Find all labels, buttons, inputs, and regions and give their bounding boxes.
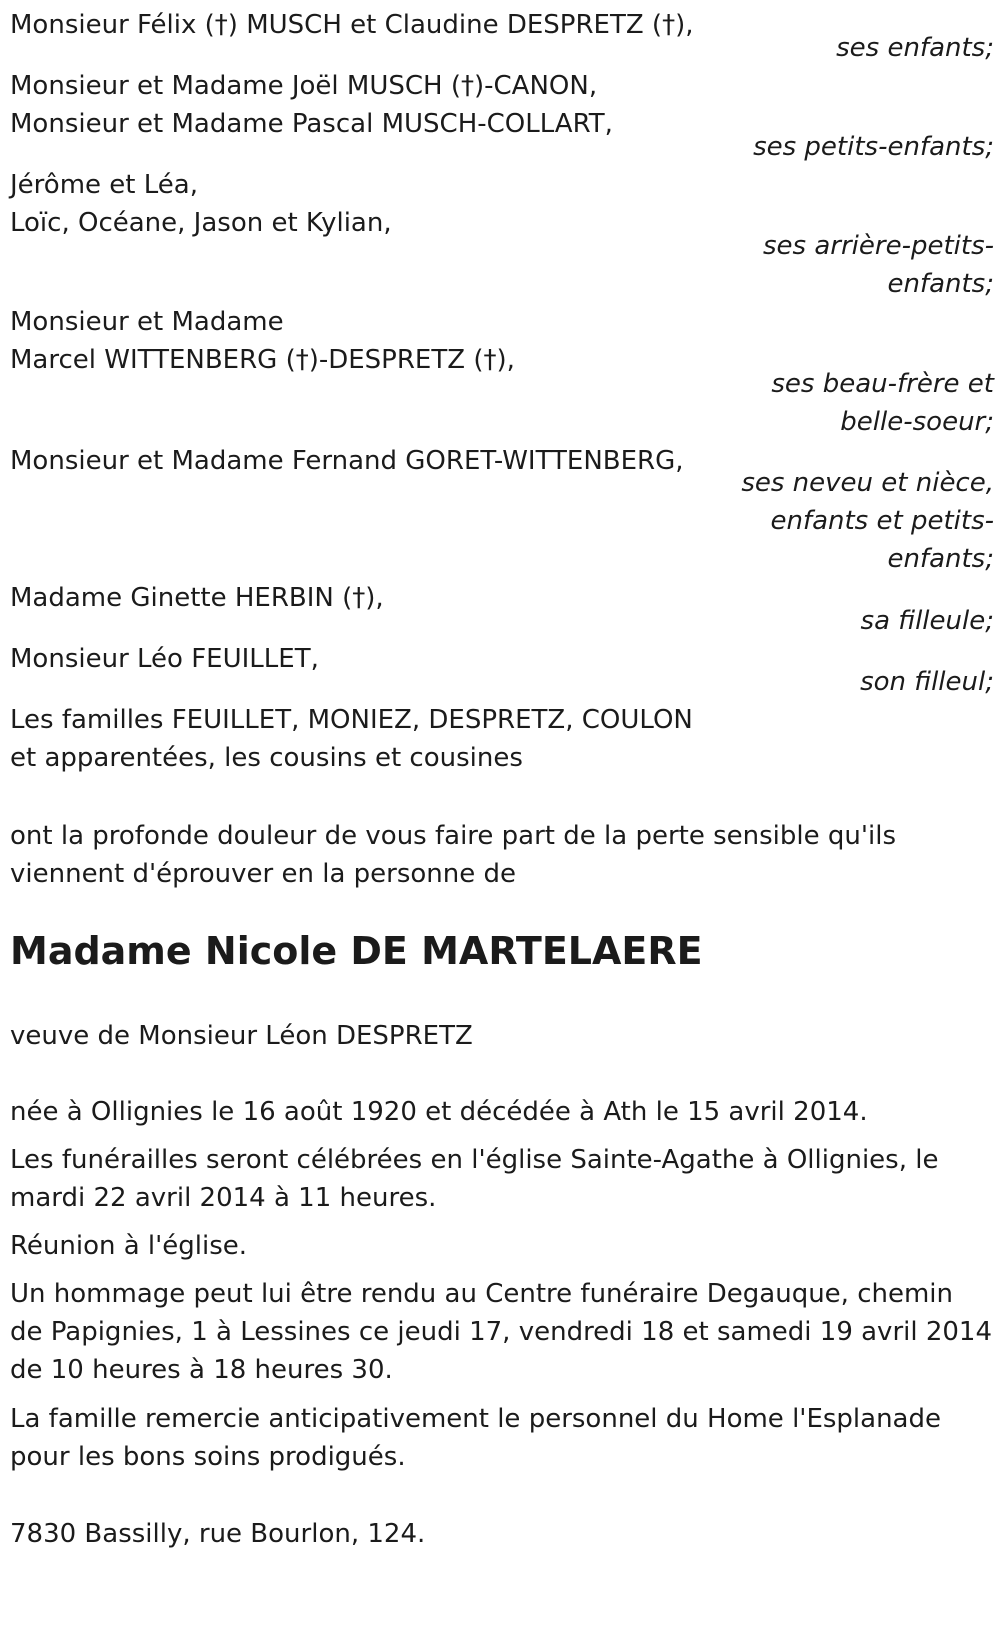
relation-label: ses petits-enfants;	[753, 132, 994, 162]
tribute-line: Un hommage peut lui être rendu au Centre funéraire Degauque, chemin	[10, 1279, 953, 1309]
thanks-line: La famille remercie anticipativement le personnel du Home l'Esplanade	[10, 1404, 941, 1434]
relation-label: son filleul;	[860, 667, 994, 697]
relation-label: ses beau-frère et	[771, 369, 994, 399]
funeral-line: mardi 22 avril 2014 à 11 heures.	[10, 1183, 437, 1213]
family-line: Monsieur et Madame Fernand GORET-WITTENBERG,	[10, 446, 684, 476]
relation-label: sa filleule;	[860, 606, 994, 636]
announcement-line: viennent d'éprouver en la personne de	[10, 859, 517, 889]
family-line: Jérôme et Léa,	[10, 170, 198, 200]
family-line: Monsieur Félix (†) MUSCH et Claudine DESPRETZ (†),	[10, 10, 694, 40]
tribute-line: de Papignies, 1 à Lessines ce jeudi 17, vendredi 18 et samedi 19 avril 2014	[10, 1317, 993, 1347]
family-line: Monsieur et Madame Pascal MUSCH-COLLART,	[10, 109, 613, 139]
relation-label: ses arrière-petits-	[763, 231, 994, 261]
family-line: Loïc, Océane, Jason et Kylian,	[10, 208, 392, 238]
family-line: Monsieur et Madame	[10, 307, 284, 337]
address: 7830 Bassilly, rue Bourlon, 124.	[10, 1519, 426, 1549]
tribute-line: de 10 heures à 18 heures 30.	[10, 1355, 393, 1385]
relation-label: enfants;	[887, 544, 994, 574]
meeting: Réunion à l'église.	[10, 1231, 248, 1261]
funeral-line: Les funérailles seront célébrées en l'église Sainte-Agathe à Ollignies, le	[10, 1145, 939, 1175]
thanks-line: pour les bons soins prodigués.	[10, 1442, 406, 1472]
family-line: et apparentées, les cousins et cousines	[10, 743, 523, 773]
relation-label: belle-soeur;	[840, 407, 994, 437]
family-line: Les familles FEUILLET, MONIEZ, DESPRETZ, COULON	[10, 705, 693, 735]
widow-of: veuve de Monsieur Léon DESPRETZ	[10, 1021, 473, 1051]
relation-label: enfants;	[887, 269, 994, 299]
family-line: Madame Ginette HERBIN (†),	[10, 583, 384, 613]
family-line: Monsieur et Madame Joël MUSCH (†)-CANON,	[10, 71, 598, 101]
relation-label: ses enfants;	[836, 33, 994, 63]
family-line: Marcel WITTENBERG (†)-DESPRETZ (†),	[10, 345, 515, 375]
announcement-line: ont la profonde douleur de vous faire part de la perte sensible qu'ils	[10, 821, 896, 851]
family-line: Monsieur Léo FEUILLET,	[10, 644, 319, 674]
deceased-name: Madame Nicole DE MARTELAERE	[10, 929, 703, 973]
relation-label: enfants et petits-	[770, 506, 994, 536]
birth-death: née à Ollignies le 16 août 1920 et décédée à Ath le 15 avril 2014.	[10, 1097, 868, 1127]
relation-label: ses neveu et nièce,	[741, 468, 994, 498]
